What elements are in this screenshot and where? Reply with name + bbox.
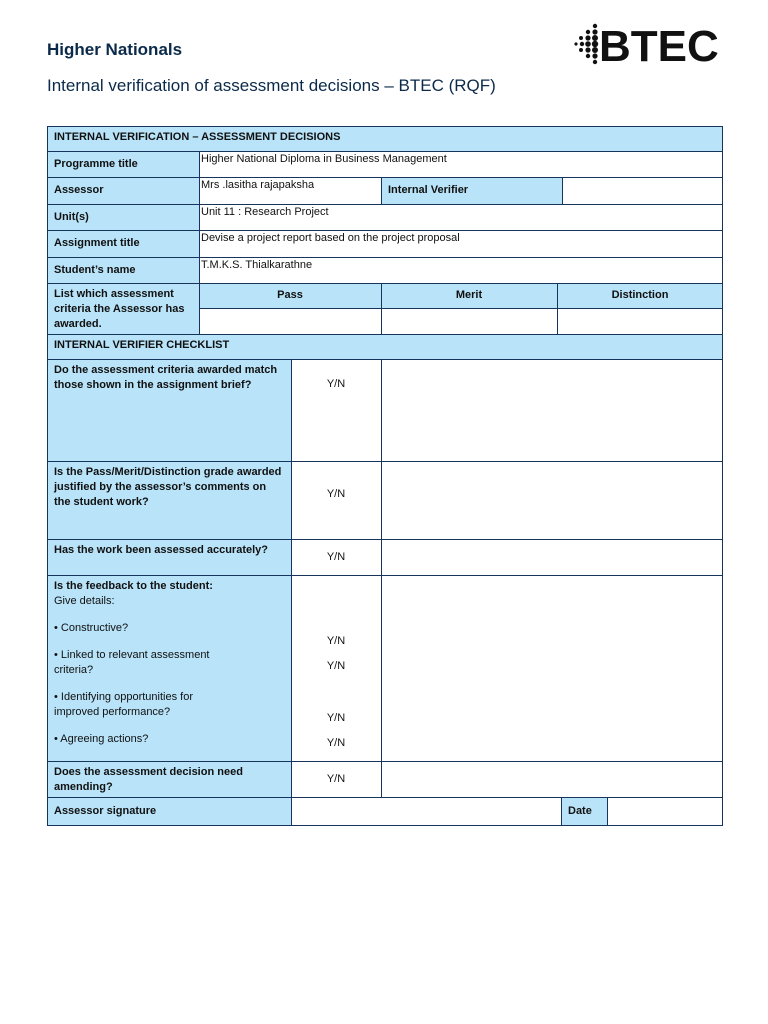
- page-title: Higher Nationals: [47, 40, 183, 59]
- internal-verifier-field[interactable]: [562, 177, 723, 204]
- question-assessed-accurately: Has the work been assessed accurately?: [47, 539, 291, 575]
- section-title-assessment-decisions: INTERNAL VERIFICATION – ASSESSMENT DECISIONS: [47, 126, 723, 151]
- yn-grade-justified[interactable]: Y/N: [291, 461, 381, 539]
- date-label: Date: [561, 797, 607, 826]
- merit-header: Merit: [381, 283, 557, 308]
- comment-assessed-accurately[interactable]: [381, 539, 723, 575]
- question-feedback: [47, 575, 291, 761]
- yn-opportunities[interactable]: Y/N: [326, 712, 346, 724]
- assignment-title-field[interactable]: Devise a project report based on the project proposal: [199, 230, 723, 257]
- distinction-criteria-field[interactable]: [557, 308, 723, 334]
- comment-grade-justified[interactable]: [381, 461, 723, 539]
- criteria-awarded-label: List which assessment criteria the Assessor has awarded.: [47, 283, 199, 334]
- question-criteria-match: Do the assessment criteria awarded match those shown in the assignment brief?: [47, 359, 291, 461]
- assignment-title-label: Assignment title: [47, 230, 199, 257]
- feedback-item-opportunities: • Identifying opportunities for improved performance?: [54, 691, 193, 718]
- distinction-header: Distinction: [557, 283, 723, 308]
- assessor-label: Assessor: [47, 177, 199, 204]
- date-field[interactable]: [607, 797, 723, 826]
- question-decision-amending: Does the assessment decision need amending?: [47, 761, 291, 797]
- units-field[interactable]: Unit 11 : Research Project: [199, 204, 723, 230]
- merit-criteria-field[interactable]: [381, 308, 557, 334]
- yn-linked[interactable]: Y/N: [326, 660, 346, 672]
- feedback-item-agreeing: • Agreeing actions?: [54, 733, 149, 745]
- comment-feedback[interactable]: [381, 575, 723, 761]
- page-subtitle: Internal verification of assessment decisions – BTEC (RQF): [47, 76, 496, 95]
- pass-header: Pass: [199, 283, 381, 308]
- yn-agreeing[interactable]: Y/N: [326, 737, 346, 749]
- feedback-question-title: Is the feedback to the student:: [54, 580, 213, 592]
- yn-criteria-match[interactable]: Y/N: [291, 359, 381, 461]
- assessor-signature-label: Assessor signature: [47, 797, 291, 826]
- assessor-field[interactable]: Mrs .lasitha rajapaksha: [199, 177, 381, 204]
- programme-title-field[interactable]: Higher National Diploma in Business Management: [199, 151, 723, 177]
- assessor-signature-field[interactable]: [291, 797, 561, 826]
- internal-verifier-label: Internal Verifier: [381, 177, 562, 204]
- verification-form: [47, 126, 723, 826]
- yn-decision-amending[interactable]: Y/N: [291, 761, 381, 797]
- section-title-checklist: INTERNAL VERIFIER CHECKLIST: [47, 334, 723, 359]
- question-grade-justified: Is the Pass/Merit/Distinction grade awarded justified by the assessor’s comments on the student work?: [47, 461, 291, 539]
- logo-wordmark: BTEC: [599, 22, 719, 71]
- units-label: Unit(s): [47, 204, 199, 230]
- comment-decision-amending[interactable]: [381, 761, 723, 797]
- programme-title-label: Programme title: [47, 151, 199, 177]
- pass-criteria-field[interactable]: [199, 308, 381, 334]
- student-name-field[interactable]: T.M.K.S. Thialkarathne: [199, 257, 723, 283]
- yn-feedback-column: [291, 575, 381, 761]
- btec-logo: [573, 22, 723, 72]
- feedback-item-constructive: • Constructive?: [54, 622, 129, 634]
- feedback-item-linked: • Linked to relevant assessment criteria?: [54, 649, 210, 676]
- feedback-give-details: Give details:: [54, 595, 115, 607]
- comment-criteria-match[interactable]: [381, 359, 723, 461]
- yn-assessed-accurately[interactable]: Y/N: [291, 539, 381, 575]
- yn-constructive[interactable]: Y/N: [326, 635, 346, 647]
- student-name-label: Student’s name: [47, 257, 199, 283]
